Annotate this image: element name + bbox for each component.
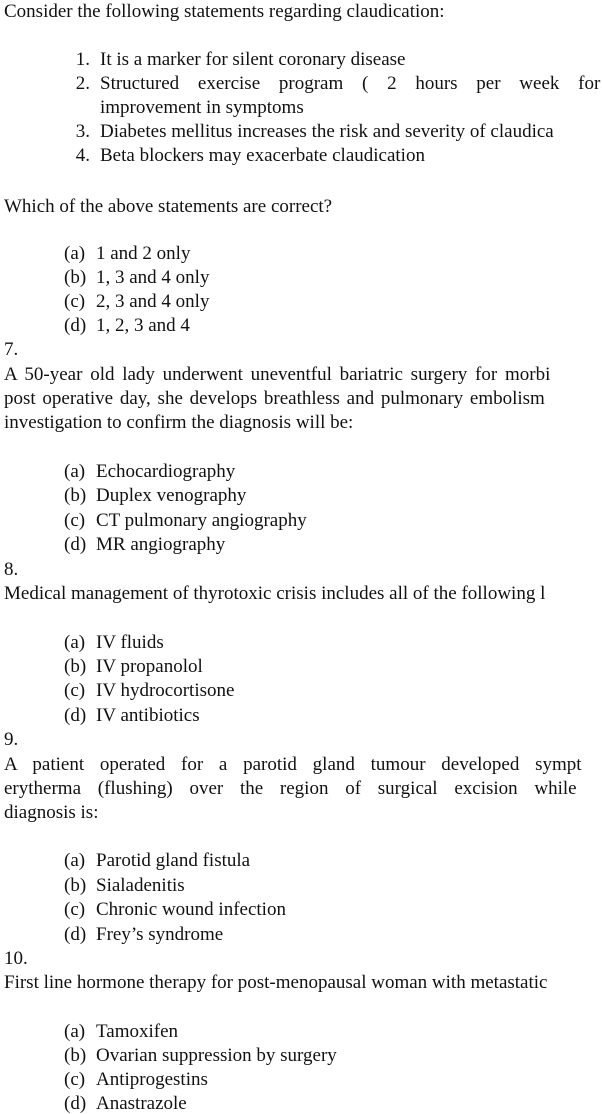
option-letter: (d): [64, 315, 87, 336]
option-text: Parotid gland fistula: [96, 850, 251, 871]
q8-option-c: [64, 679, 234, 703]
q9-line-3: diagnosis is:: [4, 802, 99, 823]
option-letter: (b): [64, 485, 87, 506]
option-letter: (a): [64, 632, 86, 653]
option-text: Sialadenitis: [96, 875, 185, 896]
option-text: IV propanolol: [96, 656, 203, 677]
option-letter: (d): [64, 534, 87, 555]
option-letter: (b): [64, 1045, 87, 1066]
statement-text: It is a marker for silent coronary disease: [100, 49, 406, 70]
q8-number: 8.: [4, 559, 19, 580]
q6-option-d: [64, 314, 190, 338]
q9-option-a: [64, 849, 250, 873]
option-letter: (d): [64, 924, 87, 945]
q10-line-1: First line hormone therapy for post-menopausal woman with metastatic: [4, 972, 548, 993]
q10-option-d: [64, 1092, 187, 1114]
option-text: 1, 3 and 4 only: [96, 267, 210, 288]
option-text: Ovarian suppression by surgery: [96, 1045, 337, 1066]
q9-option-d: [64, 923, 223, 947]
q10-option-a: [64, 1020, 178, 1044]
statement-number: 2.: [75, 73, 90, 94]
option-text: IV hydrocortisone: [96, 680, 235, 701]
q10-number: 10.: [4, 948, 28, 969]
option-text: Echocardiography: [96, 461, 236, 482]
statement-number: 1.: [75, 49, 90, 70]
option-letter: (c): [64, 899, 86, 920]
option-text: 1 and 2 only: [96, 243, 191, 264]
q9-line-1: A patient operated for a parotid gland tumour developed sympt: [4, 754, 582, 775]
option-letter: (c): [64, 1069, 86, 1090]
q10-option-b: [64, 1044, 337, 1068]
statement-text: Beta blockers may exacerbate claudication: [100, 145, 425, 166]
option-text: Duplex venography: [96, 485, 247, 506]
q7-option-d: [64, 533, 225, 557]
option-text: 2, 3 and 4 only: [96, 291, 210, 312]
q9-number: 9.: [4, 729, 19, 750]
option-text: Tamoxifen: [96, 1021, 179, 1042]
option-letter: (a): [64, 1021, 86, 1042]
q6-statement-1: [62, 48, 405, 72]
option-letter: (a): [64, 243, 86, 264]
q6-option-b: [64, 266, 209, 290]
statement-number: 4.: [75, 145, 90, 166]
option-text: 1, 2, 3 and 4: [96, 315, 190, 336]
option-letter: (c): [64, 680, 86, 701]
option-text: IV antibiotics: [96, 705, 200, 726]
q7-line-2: post operative day, she develops breathless and pulmonary embolism: [4, 388, 545, 409]
statement-number: 3.: [75, 121, 90, 142]
q6-intro: Consider the following statements regarding claudication:: [4, 1, 445, 22]
option-text: Anastrazole: [96, 1093, 187, 1114]
option-text: Antiprogestins: [96, 1069, 208, 1090]
q6-statement-3: [62, 120, 554, 144]
option-letter: (c): [64, 510, 86, 531]
option-letter: (b): [64, 875, 87, 896]
q6-question: Which of the above statements are correct?: [4, 196, 333, 217]
option-letter: (c): [64, 291, 86, 312]
q9-line-2: erytherma (flushing) over the region of surgical excision while: [4, 778, 577, 799]
q7-option-a: [64, 460, 235, 484]
q9-option-b: [64, 874, 185, 898]
option-letter: (d): [64, 1093, 87, 1114]
q9-option-c: [64, 898, 286, 922]
option-letter: (b): [64, 267, 87, 288]
statement-text: Structured exercise program ( 2 hours per week for: [100, 73, 601, 94]
q7-number: 7.: [4, 339, 19, 360]
option-text: Chronic wound infection: [96, 899, 286, 920]
q6-option-a: [64, 242, 190, 266]
q7-line-3: investigation to confirm the diagnosis will be:: [4, 412, 354, 433]
q6-statement-4: [62, 144, 425, 168]
q8-option-d: [64, 704, 200, 728]
statement-text: Diabetes mellitus increases the risk and severity of claudica: [100, 121, 554, 142]
option-text: IV fluids: [96, 632, 164, 653]
q8-line-1: Medical management of thyrotoxic crisis includes all of the following l: [4, 583, 546, 604]
option-letter: (b): [64, 656, 87, 677]
option-text: CT pulmonary angiography: [96, 510, 307, 531]
option-letter: (a): [64, 461, 86, 482]
q7-line-1: A 50-year old lady underwent uneventful bariatric surgery for morbi: [4, 364, 551, 385]
option-text: Frey’s syndrome: [96, 924, 224, 945]
q7-option-b: [64, 484, 246, 508]
q6-statement-2: [62, 72, 600, 96]
option-letter: (a): [64, 850, 86, 871]
q6-statement-2-cont: improvement in symptoms: [100, 97, 304, 118]
q8-option-a: [64, 631, 164, 655]
option-letter: (d): [64, 705, 87, 726]
q8-option-b: [64, 655, 203, 679]
q6-option-c: [64, 290, 209, 314]
option-text: MR angiography: [96, 534, 226, 555]
q10-option-c: [64, 1068, 208, 1092]
q7-option-c: [64, 509, 307, 533]
